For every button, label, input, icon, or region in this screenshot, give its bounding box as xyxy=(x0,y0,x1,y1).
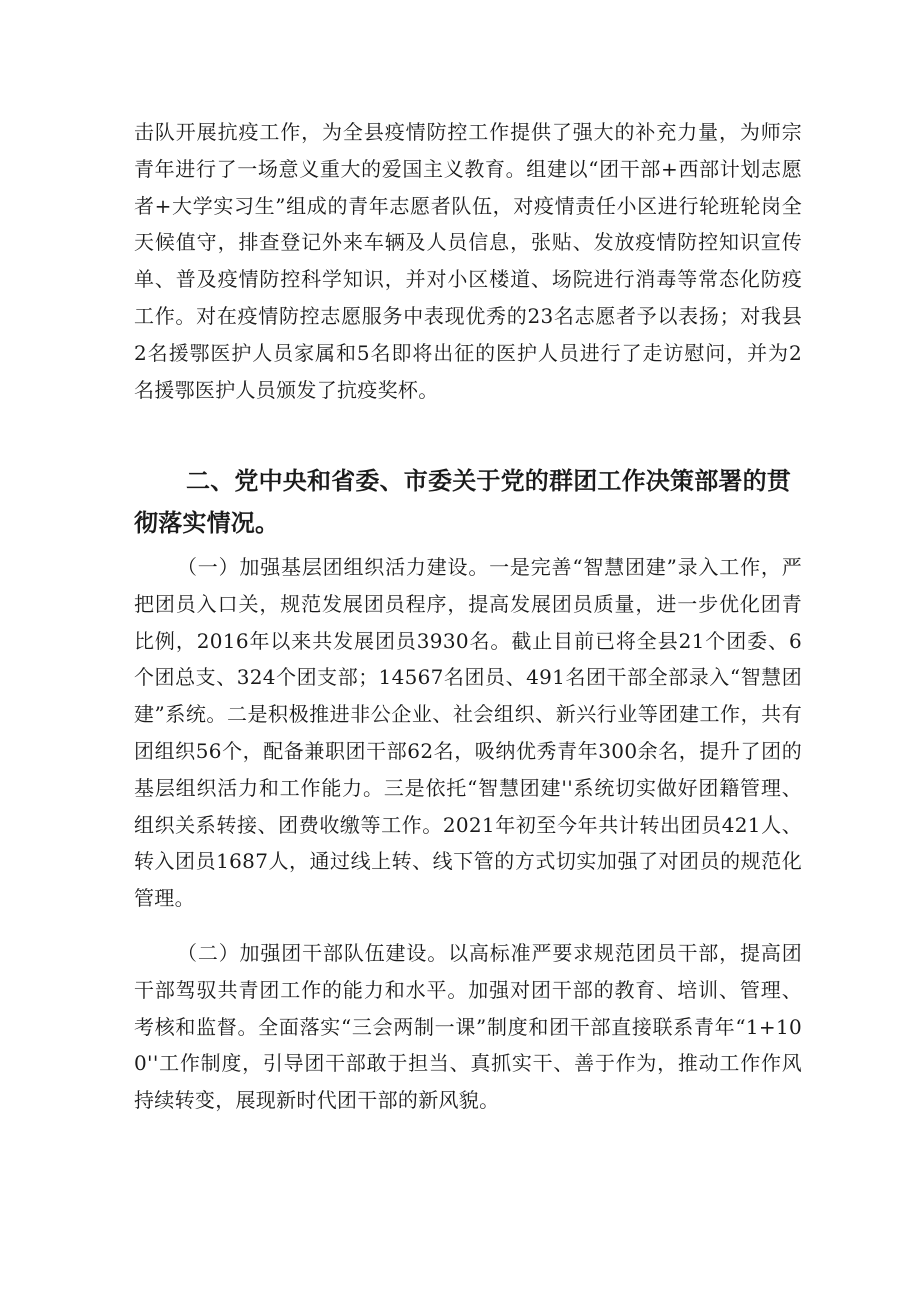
section-heading: 二、党中央和省委、市委关于党的群团工作决策部署的贯彻落实情况。 xyxy=(134,467,791,537)
subsection-1-paragraph: （一）加强基层团组织活力建设。一是完善“智慧团建”录入工作，严把团员入口关，规范发展团员程序，提高发展团员质量，进一步优化团青比例，2016年以来共发展团员3930名。截止目前已将全县21个团委、6个团总支、324个团支部；14567名团员、491名团干部全部录入“智慧团建”系统。二是积极推进非公企业、社会组织、新兴行业等团建工作，共有团组织56个，配备兼职团干部62名，吸纳优秀青年300余名，提升了团的基层组织活力和工作能力。三是依托“智慧团建''系统切实做好团籍管理、组织关系转接、团费收缴等工作。2021年初至今年共计转出团员421人、转入团员1687人，通过线上转、线下管的方式切实加强了对团员的规范化管理。 xyxy=(134,555,802,911)
subsection-2-paragraph: （二）加强团干部队伍建设。以高标准严要求规范团员干部，提高团干部驾驭共青团工作的能力和水平。加强对团干部的教育、培训、管理、考核和监督。全面落实“三会两制一课”制度和团干部直接联系青年“1+100''工作制度，引导团干部敢于担当、真抓实干、善于作为，推动工作作风持续转变，展现新时代团干部的新风貌。 xyxy=(134,941,802,1113)
intro-paragraph: 击队开展抗疫工作，为全县疫情防控工作提供了强大的补充力量，为师宗青年进行了一场意义重大的爱国主义教育。组建以“团干部+西部计划志愿者+大学实习生”组成的青年志愿者队伍，对疫情责任小区进行轮班轮岗全天候值守，排查登记外来车辆及人员信息，张贴、发放疫情防控知识宣传单、普及疫情防控科学知识，并对小区楼道、场院进行消毒等常态化防疫工作。对在疫情防控志愿服务中表现优秀的23名志愿者予以表扬；对我县2名援鄂医护人员家属和5名即将出征的医护人员进行了走访慰问，并为2名援鄂医护人员颁发了抗疫奖杯。 xyxy=(134,120,802,402)
